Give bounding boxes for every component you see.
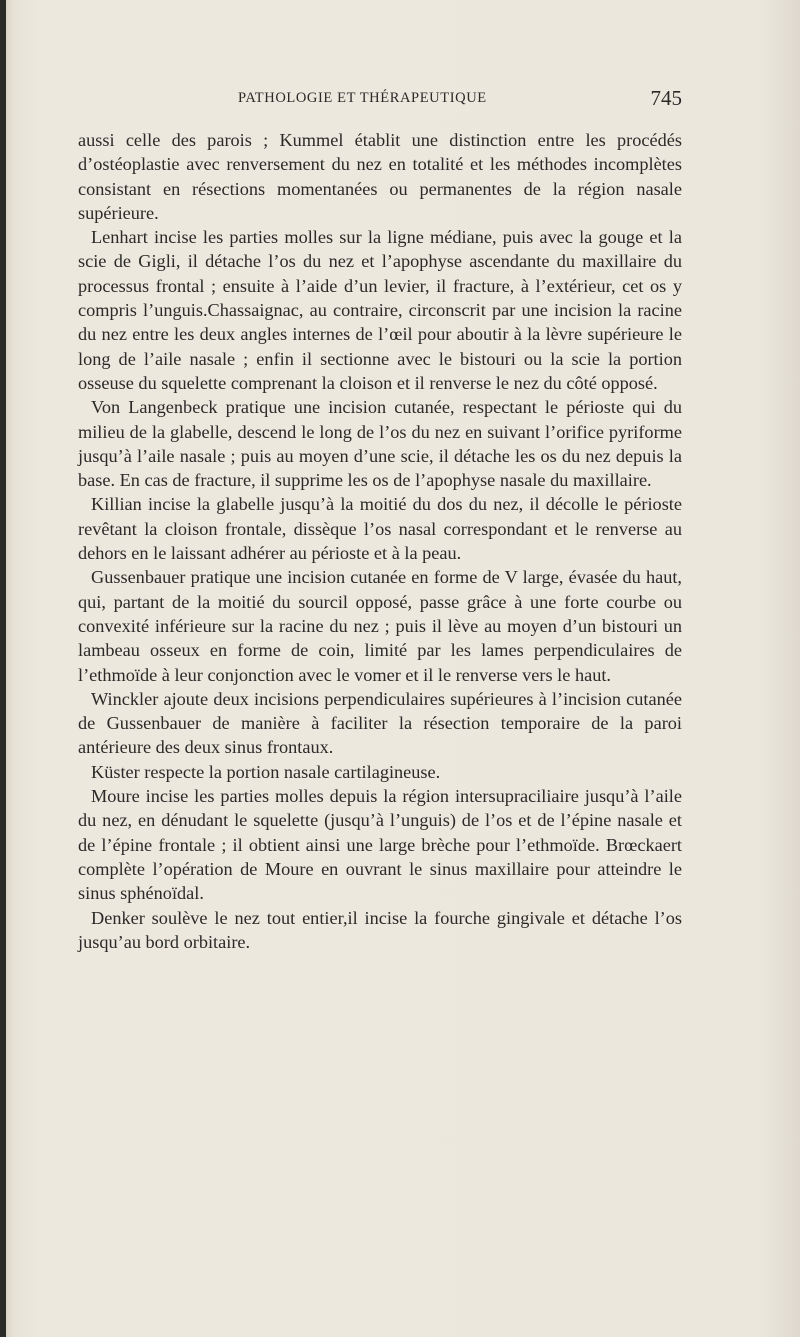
page-number: 745 bbox=[650, 86, 682, 110]
paragraph: Denker soulève le nez tout entier,il incise la fourche gingivale et détache l’os jusqu’au bord orbitaire. bbox=[78, 907, 682, 952]
paragraph: aussi celle des parois ; Kummel établit une distinction entre les procédés d’ostéoplastie avec renversement du nez en totalité et les méthodes incomplètes consistant en résections momentanées ou permanentes de la région nasale supérieure. bbox=[78, 130, 682, 223]
paragraph: Killian incise la glabelle jusqu’à la moitié du dos du nez, il décolle le périoste revêtant la cloison frontale, dissèque l’os nasal correspondant et le renverse au dehors en le laissant adhérer au périoste et à la peau. bbox=[78, 494, 682, 564]
paragraph: Moure incise les parties molles depuis la région intersupraciliaire jusqu’à l’aile du nez, en dénudant le squelette (jusqu’à l’unguis) de l’os et de l’épine nasale et de l’épine frontale ; il obtient ainsi une large brèche pour l’ethmoïde. Brœckaert complète l’opération de Moure en ouvrant le sinus maxillaire pour atteindre le sinus sphénoïdal. bbox=[78, 786, 682, 904]
paragraph: Winckler ajoute deux incisions perpendiculaires supérieures à l’incision cutanée de Gussenbauer de manière à faciliter la résection temporaire de la paroi antérieure des deux sinus frontaux. bbox=[78, 688, 682, 758]
binding-edge bbox=[0, 0, 6, 1337]
body-text bbox=[78, 128, 682, 954]
paragraph: Gussenbauer pratique une incision cutanée en forme de V large, évasée du haut, qui, partant de la moitié du sourcil opposé, passe grâce à une forte courbe ou convexité inférieure sur la racine du nez ; puis il lève au moyen d’un bistouri un lambeau osseux en forme de coin, limité par les lames perpendiculaires de l’ethmoïde à leur conjonction avec le vomer et il le renverse vers le haut. bbox=[78, 567, 682, 685]
paragraph: Von Langenbeck pratique une incision cutanée, respectant le périoste qui du milieu de la glabelle, descend le long de l’os du nez en suivant l’orifice pyriforme jusqu’à l’aile nasale ; puis au moyen d’une scie, il détache les os du nez depuis la base. En cas de fracture, il supprime les os de l’apophyse nasale du maxillaire. bbox=[78, 397, 682, 491]
running-head bbox=[78, 88, 682, 112]
paragraph: Küster respecte la portion nasale cartilagineuse. bbox=[91, 761, 441, 782]
paragraph: Lenhart incise les parties molles sur la ligne médiane, puis avec la gouge et la scie de Gigli, il détache l’os du nez et l’apophyse ascendante du maxillaire du processus frontal ; ensuite à l’aide d’un levier, il fracture, à l’extérieur, cet os y compris l’unguis.Chassaignac, au contraire, circonscrit par une incision la racine du nez entre les deux angles internes de l’œil pour aboutir à la lèvre supérieure le long de l’aile nasale ; enfin il sectionne avec le bistouri ou la scie la portion osseuse du squelette comprenant la cloison et il renverse le nez du côté opposé. bbox=[78, 227, 682, 393]
running-title: PATHOLOGIE ET THÉRAPEUTIQUE bbox=[238, 90, 487, 106]
